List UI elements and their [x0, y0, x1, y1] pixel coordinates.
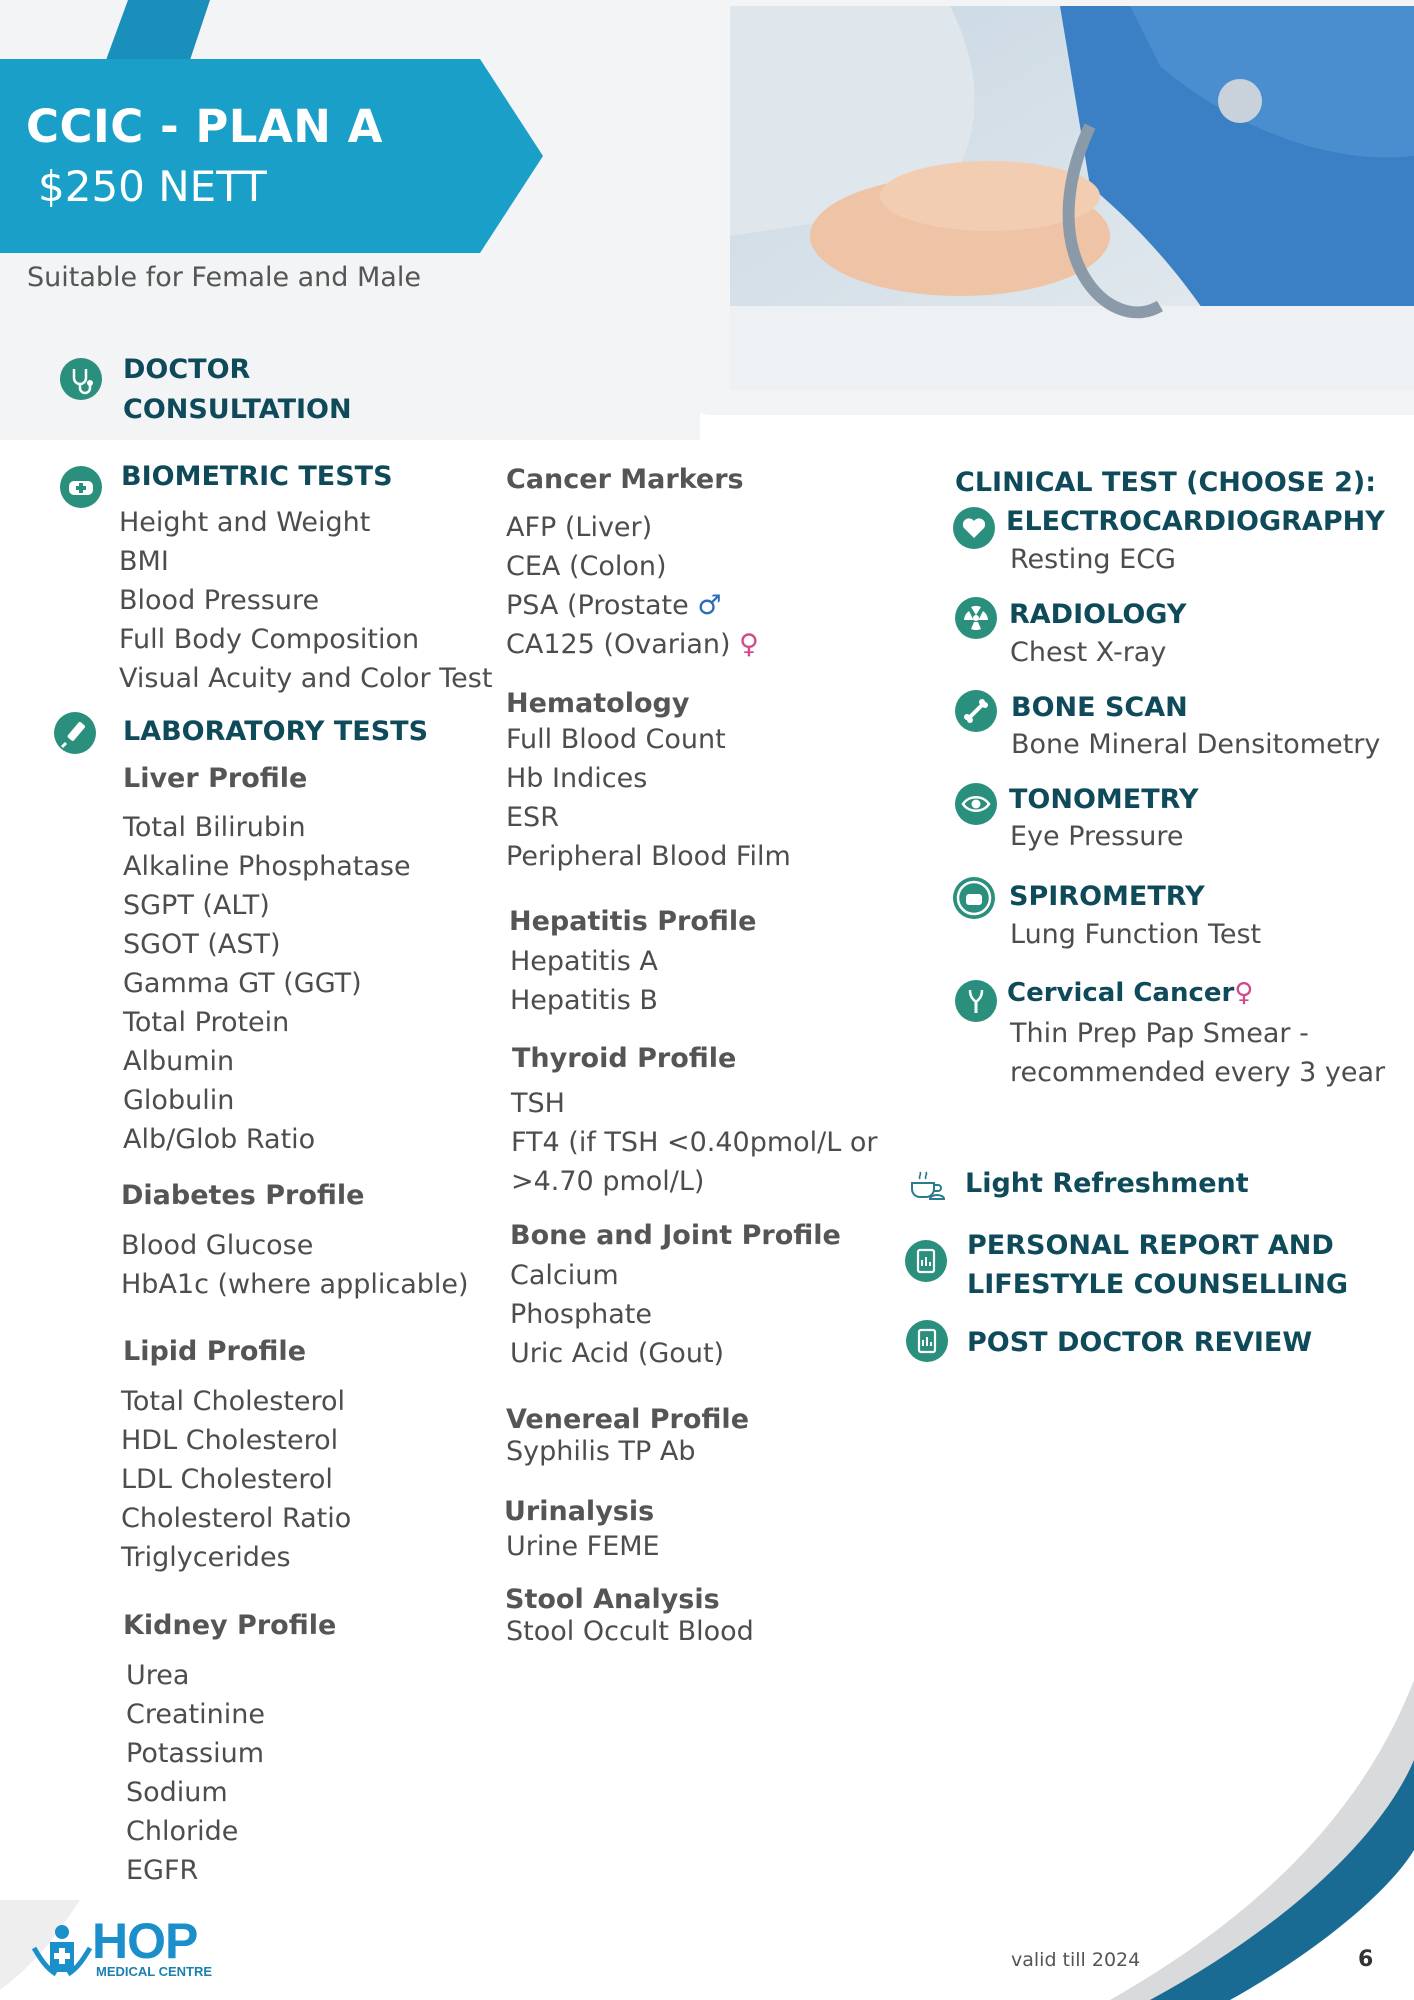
list-item: LDL Cholesterol	[121, 1464, 333, 1495]
clinical-test-name: SPIROMETRY	[1009, 881, 1205, 912]
list-item: >4.70 pmol/L)	[511, 1166, 705, 1197]
lungs-icon	[953, 877, 995, 919]
list-item: Phosphate	[510, 1299, 652, 1330]
biometric-tests-list	[119, 503, 492, 698]
list-item: Cholesterol Ratio	[121, 1503, 352, 1534]
stool-analysis-title: Stool Analysis	[505, 1584, 720, 1615]
psa-label: PSA (Prostate	[506, 590, 689, 621]
clinical-test-name: ELECTROCARDIOGRAPHY	[1006, 506, 1385, 537]
review-icon	[906, 1320, 948, 1362]
report-icon	[905, 1240, 947, 1282]
lipid-profile-list	[121, 1382, 351, 1577]
banner-accent-stripe	[106, 0, 210, 60]
list-item: Blood Glucose	[121, 1230, 314, 1261]
heart-icon	[953, 507, 995, 549]
cervical-desc-line1: Thin Prep Pap Smear -	[1010, 1018, 1309, 1049]
ambulance-icon	[60, 466, 102, 508]
list-item: Full Body Composition	[119, 624, 420, 655]
male-symbol: ♂	[697, 590, 722, 621]
logo-name: HOP	[92, 1913, 198, 1969]
cancer-markers-title: Cancer Markers	[506, 464, 744, 495]
plan-price: $250 NETT	[38, 162, 267, 211]
hepatitis-profile-title: Hepatitis Profile	[509, 906, 757, 937]
female-symbol: ♀	[1234, 978, 1254, 1008]
cervix-icon	[955, 980, 997, 1022]
doctor-checking-pulse-photo	[730, 6, 1414, 390]
list-item: Albumin	[123, 1046, 235, 1077]
plan-banner-shape	[0, 59, 543, 253]
list-item: ESR	[506, 802, 559, 833]
diabetes-profile-list	[121, 1226, 469, 1304]
suitability-note: Suitable for Female and Male	[27, 262, 421, 293]
list-item: Peripheral Blood Film	[506, 841, 791, 872]
clinical-test-name: RADIOLOGY	[1009, 599, 1187, 630]
post-doctor-review-title: POST DOCTOR REVIEW	[967, 1327, 1313, 1358]
clinical-test-desc: Resting ECG	[1010, 544, 1176, 575]
list-item: Height and Weight	[119, 507, 371, 538]
eye-icon	[955, 783, 997, 825]
list-item: Blood Pressure	[119, 585, 320, 616]
clinical-test-desc: Eye Pressure	[1010, 821, 1184, 852]
bone-joint-profile-list	[510, 1256, 724, 1373]
personal-report-title-line2: LIFESTYLE COUNSELLING	[967, 1269, 1348, 1300]
list-item: Hepatitis B	[510, 985, 658, 1016]
list-item: BMI	[119, 546, 169, 577]
plan-title: CCIC - PLAN A	[26, 100, 383, 153]
laboratory-tests-title: LABORATORY TESTS	[123, 716, 429, 747]
list-item	[506, 625, 759, 664]
stool-analysis-item: Stool Occult Blood	[506, 1616, 754, 1647]
list-item: Potassium	[126, 1738, 265, 1769]
venereal-item: Syphilis TP Ab	[506, 1436, 696, 1467]
list-item: Calcium	[510, 1260, 619, 1291]
coffee-cup-icon	[906, 1165, 950, 1209]
list-item: Creatinine	[126, 1699, 265, 1730]
venereal-profile-title: Venereal Profile	[506, 1404, 749, 1435]
list-item	[506, 586, 759, 625]
list-item: HbA1c (where applicable)	[121, 1269, 469, 1300]
list-item: Urea	[126, 1660, 190, 1691]
list-item: Hepatitis A	[510, 946, 658, 977]
list-item: Triglycerides	[121, 1542, 291, 1573]
diabetes-profile-title: Diabetes Profile	[121, 1180, 365, 1211]
list-item: SGOT (AST)	[123, 929, 281, 960]
light-refreshment-label: Light Refreshment	[965, 1168, 1249, 1199]
clinical-test-desc: Bone Mineral Densitometry	[1011, 729, 1381, 760]
stethoscope-icon	[60, 358, 102, 400]
list-item: HDL Cholesterol	[121, 1425, 339, 1456]
clinical-test-name: TONOMETRY	[1009, 784, 1199, 815]
list-item: Total Cholesterol	[121, 1386, 346, 1417]
urinalysis-title: Urinalysis	[504, 1496, 655, 1527]
thyroid-profile-title: Thyroid Profile	[512, 1043, 737, 1074]
clinical-test-title: CLINICAL TEST (CHOOSE 2):	[955, 467, 1377, 498]
doctor-consultation-title-line1: DOCTOR	[123, 354, 251, 385]
cervical-cancer-title	[1007, 978, 1253, 1008]
lipid-profile-title: Lipid Profile	[123, 1336, 307, 1367]
list-item: Visual Acuity and Color Test	[119, 663, 493, 694]
cervical-desc-line2: recommended every 3 year	[1010, 1057, 1386, 1088]
validity-note: valid till 2024	[1011, 1949, 1141, 1971]
liver-profile-title: Liver Profile	[123, 763, 308, 794]
hepatitis-profile-list	[510, 942, 658, 1020]
cancer-markers-list	[506, 508, 759, 664]
list-item: Total Bilirubin	[123, 812, 306, 843]
bone-icon	[955, 690, 997, 732]
logo-subtitle: MEDICAL CENTRE	[96, 1964, 213, 1979]
cervical-cancer-label: Cervical Cancer	[1007, 978, 1235, 1008]
list-item: Full Blood Count	[506, 724, 726, 755]
list-item: Uric Acid (Gout)	[510, 1338, 725, 1369]
clinical-test-desc: Chest X-ray	[1010, 637, 1167, 668]
kidney-profile-list	[126, 1656, 265, 1890]
list-item: Total Protein	[123, 1007, 290, 1038]
ca125-label: CA125 (Ovarian)	[506, 629, 731, 660]
list-item: EGFR	[126, 1855, 199, 1886]
hop-logo-mark	[30, 1918, 94, 1980]
list-item: TSH	[511, 1088, 565, 1119]
doctor-consultation-title-line2: CONSULTATION	[123, 394, 352, 425]
list-item: Alb/Glob Ratio	[123, 1124, 316, 1155]
list-item: CEA (Colon)	[506, 551, 667, 582]
list-item: Hb Indices	[506, 763, 648, 794]
list-item: Alkaline Phosphatase	[123, 851, 411, 882]
clinical-test-desc: Lung Function Test	[1010, 919, 1262, 950]
radiation-icon	[955, 597, 997, 639]
list-item: SGPT (ALT)	[123, 890, 270, 921]
syringe-icon	[54, 712, 96, 754]
hematology-title: Hematology	[506, 688, 690, 719]
list-item: AFP (Liver)	[506, 512, 653, 543]
thyroid-profile-list	[511, 1084, 878, 1201]
female-symbol: ♀	[739, 629, 759, 660]
biometric-tests-title: BIOMETRIC TESTS	[121, 461, 393, 492]
liver-profile-list	[123, 808, 411, 1159]
urinalysis-item: Urine FEME	[506, 1531, 660, 1562]
clinical-test-name: BONE SCAN	[1011, 692, 1188, 723]
kidney-profile-title: Kidney Profile	[123, 1610, 337, 1641]
list-item: Globulin	[123, 1085, 235, 1116]
list-item: Chloride	[126, 1816, 239, 1847]
hematology-list	[506, 720, 791, 876]
bone-joint-profile-title: Bone and Joint Profile	[510, 1220, 841, 1251]
list-item: FT4 (if TSH <0.40pmol/L or	[511, 1127, 878, 1158]
personal-report-title-line1: PERSONAL REPORT AND	[967, 1230, 1334, 1261]
page-number: 6	[1358, 1947, 1374, 1972]
list-item: Sodium	[126, 1777, 228, 1808]
list-item: Gamma GT (GGT)	[123, 968, 362, 999]
hop-logo	[30, 1913, 230, 1980]
